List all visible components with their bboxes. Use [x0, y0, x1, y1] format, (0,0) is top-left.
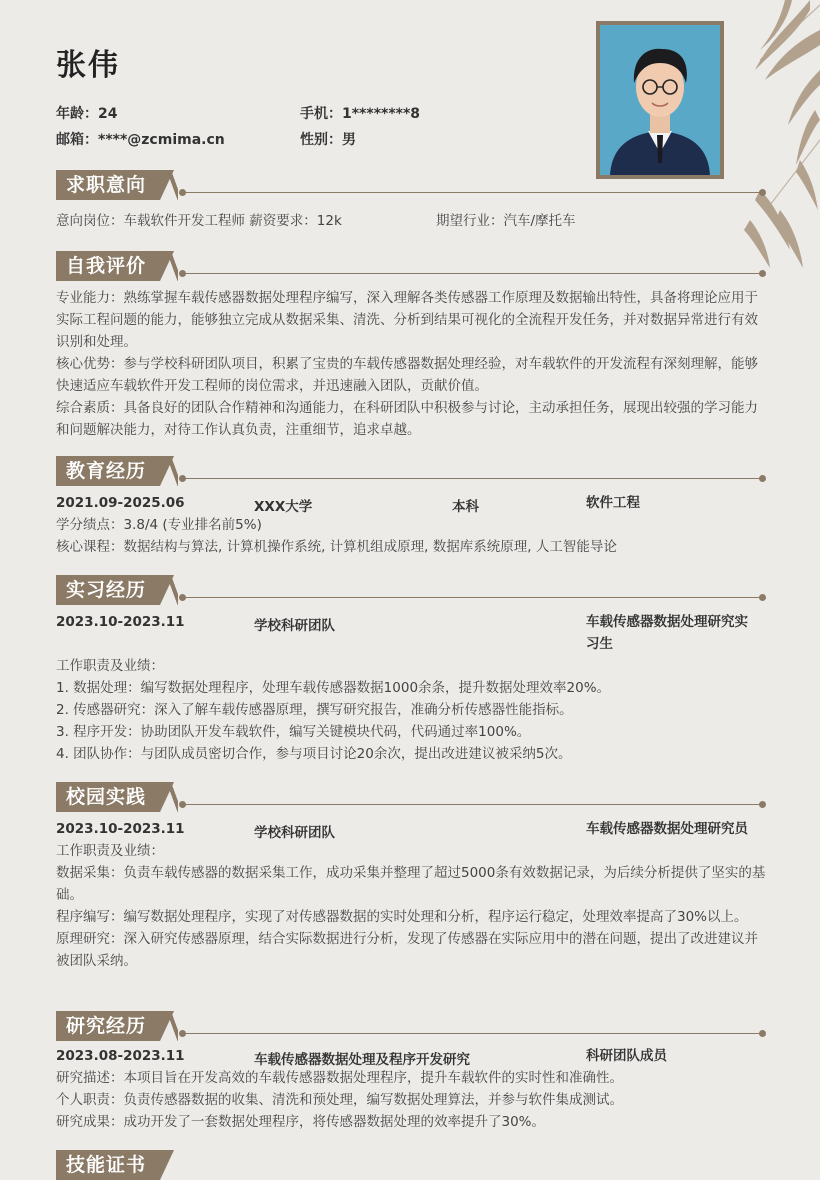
- self-eval-paragraph: 核心优势：参与学校科研团队项目，积累了宝贵的车载传感器数据处理经验，对车载软件的开发流程有深刻理解，能够快速适应车载软件开发工程师的岗位需求，并迅速融入团队，贡献价值。: [56, 356, 758, 394]
- intention-row: [56, 210, 766, 232]
- education-gpa: 学分绩点：3.8/4 (专业排名前5%): [56, 517, 262, 533]
- portrait-illustration: [600, 25, 720, 175]
- section-header: [56, 1150, 766, 1180]
- divider-dot: [759, 475, 766, 482]
- campus-date: 2023.10-2023.11: [56, 821, 185, 837]
- section-title: 求职意向: [56, 170, 160, 200]
- self-eval-paragraph: 专业能力：熟练掌握车载传感器数据处理程序编写，深入理解各类传感器工作原理及数据输出特性，具备将理论应用于实际工程问题的能力，能够独立完成从数据采集、清洗、分析到结果可视化的全流程开发任务，并对数据异常进行有效识别和处理。: [56, 290, 758, 350]
- divider-line: [182, 192, 762, 193]
- research-line: 研究描述：本项目旨在开发高效的车载传感器数据处理程序，提升车载软件的实时性和准确性。: [56, 1070, 623, 1086]
- campus-line: 工作职责及业绩：: [56, 843, 164, 859]
- research-date: 2023.08-2023.11: [56, 1048, 185, 1064]
- section-self-evaluation: [56, 251, 766, 441]
- research-role: 科研团队成员: [586, 1048, 667, 1064]
- divider-line: [182, 804, 762, 805]
- section-internship: [56, 575, 766, 765]
- divider-line: [182, 273, 762, 274]
- internship-date: 2023.10-2023.11: [56, 614, 185, 630]
- internship-line: 4. 团队协作：与团队成员密切合作，参与项目讨论20余次，提出改进建议被采纳5次。: [56, 746, 572, 762]
- internship-line: 2. 传感器研究：深入了解车载传感器原理，撰写研究报告，准确分析传感器性能指标。: [56, 702, 573, 718]
- research-body: [56, 1067, 766, 1133]
- section-title: 技能证书: [56, 1150, 160, 1180]
- education-entry-header: [56, 492, 766, 514]
- candidate-name: 张伟: [56, 48, 120, 83]
- campus-line: 原理研究：深入研究传感器原理，结合实际数据进行分析，发现了传感器在实际应用中的潜在问题，提出了改进建议并被团队采纳。: [56, 931, 758, 969]
- divider-line: [182, 478, 762, 479]
- internship-line: 1. 数据处理：编写数据处理程序，处理车载传感器数据1000余条，提升数据处理效率20%。: [56, 680, 611, 696]
- intention-position-salary: 意向岗位：车载软件开发工程师 薪资要求：12k: [56, 213, 342, 229]
- section-header: [56, 170, 766, 200]
- age-field: 年龄：24: [56, 106, 118, 122]
- divider-line: [182, 597, 762, 598]
- education-major: 软件工程: [586, 495, 640, 511]
- research-line: 个人职责：负责传感器数据的收集、清洗和预处理，编写数据处理算法，并参与软件集成测试。: [56, 1092, 623, 1108]
- section-title: 自我评价: [56, 251, 160, 281]
- section-research: [56, 1011, 766, 1133]
- section-campus-practice: [56, 782, 766, 972]
- section-title: 教育经历: [56, 456, 160, 486]
- header-slash-decoration: [168, 575, 178, 605]
- section-education: [56, 456, 766, 558]
- education-body: [56, 514, 766, 558]
- campus-line: 数据采集：负责车载传感器的数据采集工作，成功采集并整理了超过5000条有效数据记录，为后续分析提供了坚实的基础。: [56, 865, 766, 903]
- research-entry-header: [56, 1045, 766, 1067]
- research-line: 研究成果：成功开发了一套数据处理程序，将传感器数据处理的效率提升了30%。: [56, 1114, 546, 1130]
- header-slash-decoration: [168, 251, 178, 281]
- divider-dot: [759, 594, 766, 601]
- profile-photo-frame: [596, 21, 724, 179]
- section-title: 研究经历: [56, 1011, 160, 1041]
- self-evaluation-body: [56, 287, 766, 441]
- section-header: [56, 251, 766, 281]
- header-slash-decoration: [168, 170, 178, 200]
- section-title: 校园实践: [56, 782, 160, 812]
- campus-org: 学校科研团队: [254, 825, 335, 841]
- phone-field: 手机：1********8: [300, 106, 421, 122]
- header-slash-decoration: [160, 1150, 174, 1180]
- header-slash-decoration: [168, 456, 178, 486]
- gender-field: 性别：男: [300, 132, 356, 148]
- research-project: 车载传感器数据处理及程序开发研究: [254, 1052, 470, 1068]
- campus-entry-header: [56, 818, 766, 840]
- internship-body: [56, 655, 766, 765]
- internship-line: 工作职责及业绩：: [56, 658, 164, 674]
- education-courses: 核心课程：数据结构与算法, 计算机操作系统, 计算机组成原理, 数据库系统原理, 人工智能导论: [56, 539, 617, 555]
- section-title: 实习经历: [56, 575, 160, 605]
- internship-line: 3. 程序开发：协助团队开发车载软件，编写关键模块代码，代码通过率100%。: [56, 724, 531, 740]
- divider-dot: [759, 801, 766, 808]
- divider-dot: [759, 189, 766, 196]
- education-date: 2021.09-2025.06: [56, 495, 185, 511]
- education-degree: 本科: [452, 499, 479, 515]
- email-field: 邮箱：****@zcmima.cn: [56, 132, 225, 148]
- divider-line: [182, 1033, 762, 1034]
- profile-photo: [600, 25, 720, 175]
- intention-industry: 期望行业：汽车/摩托车: [436, 213, 576, 229]
- divider-dot: [759, 1030, 766, 1037]
- internship-org: 学校科研团队: [254, 618, 335, 634]
- campus-line: 程序编写：编写数据处理程序，实现了对传感器数据的实时处理和分析，程序运行稳定，处理效率提高了30%以上。: [56, 909, 748, 925]
- internship-entry-header: [56, 611, 766, 655]
- campus-role: 车载传感器数据处理研究员: [586, 821, 748, 837]
- internship-role: 车载传感器数据处理研究实习生: [586, 614, 748, 652]
- section-header: [56, 456, 766, 486]
- divider-dot: [759, 270, 766, 277]
- campus-body: [56, 840, 766, 972]
- section-skills: [56, 1150, 766, 1180]
- self-eval-paragraph: 综合素质：具备良好的团队合作精神和沟通能力，在科研团队中积极参与讨论，主动承担任务，展现出较强的学习能力和问题解决能力，对待工作认真负责，注重细节，追求卓越。: [56, 400, 758, 438]
- header-slash-decoration: [168, 1011, 178, 1041]
- section-job-intention: [56, 170, 766, 232]
- education-school: XXX大学: [254, 499, 313, 515]
- section-header: [56, 575, 766, 605]
- section-header: [56, 782, 766, 812]
- section-header: [56, 1011, 766, 1041]
- header-slash-decoration: [168, 782, 178, 812]
